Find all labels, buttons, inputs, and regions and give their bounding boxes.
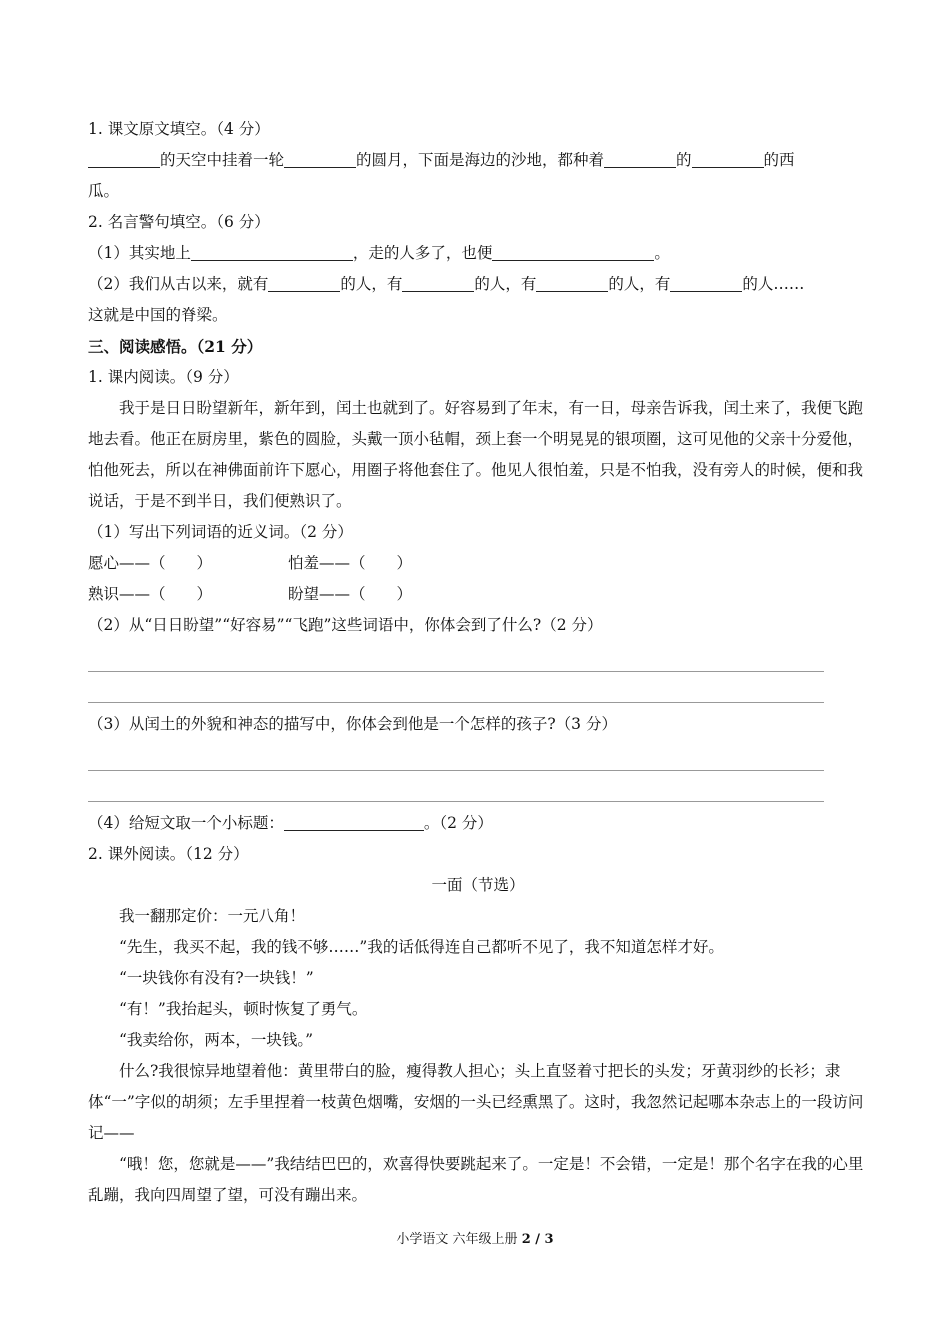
reading1-q2: （2）从“日日盼望”“好容易”“飞跑”这些词语中，你体会到了什么?（2 分） (88, 616, 603, 634)
reading1-q4 (88, 808, 868, 839)
reading2-para: “哦！您，您就是——”我结结巴巴的，欢喜得快要跳起来了。一定是！不会错，一定是！那个名字在我的心里乱蹦，我向四周望了望，可没有蹦出来。 (88, 1155, 864, 1204)
q4-text: （4）给短文取一个小标题： (88, 814, 284, 832)
blank[interactable] (284, 149, 356, 168)
q1-tail: 瓜。 (88, 182, 120, 200)
blank[interactable] (604, 149, 676, 168)
q2-text: 的人…… (742, 275, 805, 293)
q2-sub2 (88, 269, 868, 300)
q1-fill-line (88, 145, 868, 176)
blank[interactable] (670, 273, 742, 292)
q1-text: 的 (676, 151, 692, 169)
blank[interactable] (402, 273, 474, 292)
synonym-item[interactable]: 愿心——（ ） (88, 554, 213, 572)
blank[interactable] (88, 149, 160, 168)
blank[interactable] (268, 273, 340, 292)
q1-text: 的西 (763, 151, 795, 169)
reading2-para: “先生，我买不起，我的钱不够……”我的话低得连自己都听不见了，我不知道怎样才好。 (119, 938, 724, 956)
q2-text: （1）其实地上 (88, 244, 191, 262)
q2-text: 的人，有 (608, 275, 671, 293)
q2-text: （2）我们从古以来，就有 (88, 275, 269, 293)
reading2-title: 2. 课外阅读。（12 分） (88, 845, 249, 863)
synonym-row (88, 579, 868, 610)
reading2-para: “有！”我抬起头，顿时恢复了勇气。 (119, 1000, 368, 1018)
section-three-heading: 三、阅读感悟。（21 分） (88, 337, 263, 356)
synonym-item[interactable]: 熟识——（ ） (88, 585, 213, 603)
synonym-item[interactable]: 怕羞——（ ） (288, 554, 413, 572)
q2-sub1 (88, 238, 868, 269)
reading2-para: 我一翻那定价：一元八角！ (119, 907, 306, 925)
q2-text: 的人，有 (340, 275, 403, 293)
q1-text: 的圆月，下面是海边的沙地，都种着 (356, 151, 605, 169)
blank[interactable] (692, 149, 764, 168)
q2-text: 。 (654, 244, 670, 262)
reading1-passage: 我于是日日盼望新年，新年到，闰土也就到了。好容易到了年末，有一日，母亲告诉我，闰土来了，我便飞跑地去看。他正在厨房里，紫色的圆脸，头戴一顶小毡帽，颈上套一个明晃晃的银项圈，这可见他的父亲十分爱他，怕他死去，所以在神佛面前许下愿心，用圈子将他套住了。他见人很怕羞，只是不怕我，没有旁人的时候，便和我说话，于是不到半日，我们便熟识了。 (88, 399, 864, 510)
q1-text: 的天空中挂着一轮 (160, 151, 285, 169)
reading2-para: “一块钱你有没有?一块钱！” (119, 969, 314, 987)
reading1-title: 1. 课内阅读。（9 分） (88, 368, 239, 386)
q4-text: 。（2 分） (423, 814, 493, 832)
page-number: 2 / 3 (521, 1232, 554, 1247)
page-footer (0, 1228, 950, 1247)
q2-tail: 这就是中国的脊梁。 (88, 306, 228, 324)
reading2-para: “我卖给你，两本，一块钱。” (119, 1031, 314, 1049)
blank[interactable] (492, 242, 654, 261)
reading2-heading: 一面（节选） (431, 876, 525, 894)
q2-text: ，走的人多了，也便 (352, 244, 493, 262)
footer-text: 小学语文 六年级上册 (396, 1232, 522, 1247)
reading2-para: 什么?我很惊异地望着他：黄里带白的脸，瘦得教人担心；头上直竖着寸把长的头发；牙黄羽纱的长衫；隶体“一”字似的胡须；左手里捏着一枝黄色烟嘴，安烟的一头已经熏黑了。这时，我忽然记起哪本杂志上的一段访问记—— (88, 1062, 864, 1142)
q2-title: 2. 名言警句填空。（6 分） (88, 213, 270, 231)
q1-title: 1. 课文原文填空。（4 分） (88, 120, 270, 138)
reading1-q1: （1）写出下列词语的近义词。（2 分） (88, 523, 353, 541)
document-page (88, 114, 868, 1211)
synonym-item[interactable]: 盼望——（ ） (288, 585, 413, 603)
synonym-row (88, 548, 868, 579)
blank[interactable] (191, 242, 353, 261)
q2-text: 的人，有 (474, 275, 537, 293)
blank[interactable] (536, 273, 608, 292)
blank[interactable] (284, 812, 424, 831)
reading1-q3: （3）从闰土的外貌和神态的描写中，你体会到他是一个怎样的孩子?（3 分） (88, 715, 617, 733)
